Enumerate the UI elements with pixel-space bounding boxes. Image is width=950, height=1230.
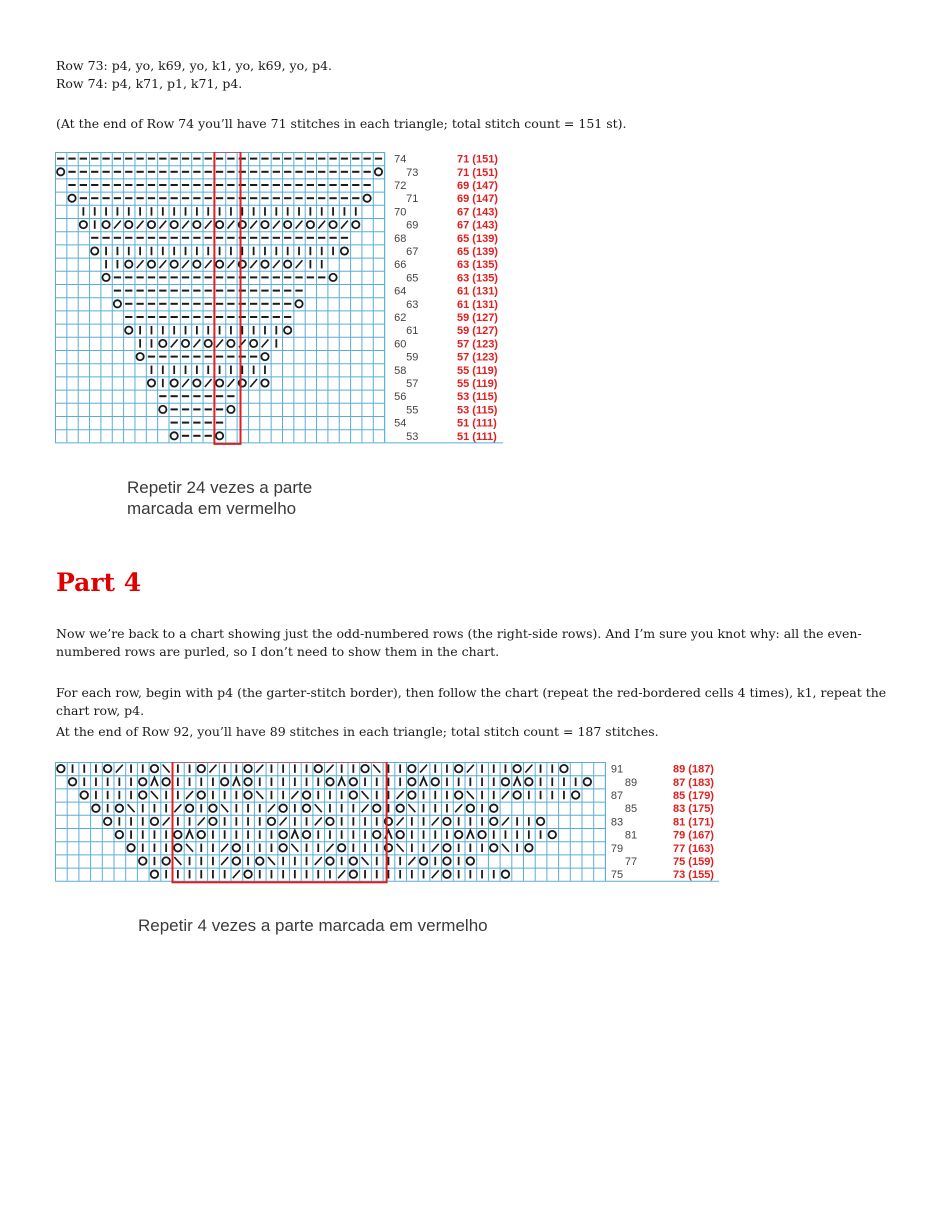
yarn-over-symbol — [326, 818, 333, 825]
yarn-over-symbol — [338, 844, 345, 851]
row-number: 65 — [406, 272, 419, 285]
stitch-count: 57 (123) — [457, 351, 498, 364]
yarn-over-symbol — [186, 804, 193, 811]
yarn-over-symbol — [284, 327, 291, 334]
yarn-over-symbol — [341, 247, 348, 254]
ssk-symbol — [268, 857, 275, 865]
stitch-count: 51 (111) — [457, 430, 497, 443]
k2tog-symbol — [221, 857, 228, 865]
k2tog-symbol — [159, 221, 166, 229]
yarn-over-symbol — [104, 818, 111, 825]
row-number: 69 — [406, 219, 419, 232]
stitch-count: 59 (127) — [457, 325, 498, 338]
yarn-over-symbol — [363, 195, 370, 202]
k2tog-symbol — [455, 804, 462, 812]
k2tog-symbol — [315, 857, 322, 865]
double-decrease-symbol — [151, 778, 158, 786]
k2tog-symbol — [256, 765, 263, 773]
ssk-symbol — [362, 857, 369, 865]
yarn-over-symbol — [198, 791, 205, 798]
row-number: 58 — [394, 364, 407, 377]
stitch-count: 67 (143) — [457, 206, 498, 219]
row-number: 73 — [406, 166, 419, 179]
ssk-symbol — [151, 791, 158, 799]
yarn-over-symbol — [279, 844, 286, 851]
yarn-over-symbol — [261, 221, 268, 228]
chart-1-caption-line-2: marcada em vermelho — [127, 499, 297, 518]
stitch-count: 63 (135) — [457, 259, 498, 272]
yarn-over-symbol — [261, 353, 268, 360]
yarn-over-symbol — [303, 831, 310, 838]
row-number: 54 — [394, 417, 407, 430]
k2tog-symbol — [432, 870, 439, 878]
k2tog-symbol — [341, 221, 348, 229]
stitch-count: 89 (187) — [673, 763, 714, 776]
chart-2-caption: Repetir 4 vezes a parte marcada em vermelho — [138, 916, 488, 935]
yarn-over-symbol — [171, 432, 178, 439]
row-number: 71 — [406, 193, 419, 206]
yarn-over-symbol — [151, 765, 158, 772]
yarn-over-symbol — [549, 831, 556, 838]
ssk-symbol — [128, 804, 135, 812]
yarn-over-symbol — [303, 804, 310, 811]
yarn-over-symbol — [139, 778, 146, 785]
ssk-symbol — [291, 844, 298, 852]
ssk-symbol — [397, 844, 404, 852]
yarn-over-symbol — [81, 791, 88, 798]
ssk-symbol — [174, 857, 181, 865]
k2tog-symbol — [525, 765, 532, 773]
k2tog-symbol — [408, 857, 415, 865]
row-number: 85 — [624, 803, 638, 816]
double-decrease-symbol — [467, 830, 474, 838]
yarn-over-symbol — [244, 870, 251, 877]
yarn-over-symbol — [350, 778, 357, 785]
stitch-count: 77 (163) — [673, 842, 714, 855]
k2tog-symbol — [205, 379, 212, 387]
row-number: 59 — [406, 351, 419, 364]
yarn-over-symbol — [136, 353, 143, 360]
row-number: 75 — [610, 869, 624, 882]
yarn-over-symbol — [350, 857, 357, 864]
row-number: 72 — [394, 180, 407, 192]
stitch-count: 57 (123) — [457, 338, 498, 351]
stitch-count-note: (At the end of Row 74 you’ll have 71 stitches in each triangle; total stitch count = 151 st). — [56, 116, 627, 131]
yarn-over-symbol — [209, 818, 216, 825]
k2tog-symbol — [182, 379, 189, 387]
yarn-over-symbol — [209, 804, 216, 811]
yarn-over-symbol — [139, 791, 146, 798]
yarn-over-symbol — [216, 379, 223, 386]
yarn-over-symbol — [408, 778, 415, 785]
k2tog-symbol — [397, 791, 404, 799]
row-number: 81 — [624, 829, 638, 842]
yarn-over-symbol — [162, 778, 169, 785]
k2tog-symbol — [338, 870, 345, 878]
yarn-over-symbol — [104, 765, 111, 772]
yarn-over-symbol — [256, 857, 263, 864]
yarn-over-symbol — [69, 778, 76, 785]
stitch-count: 55 (119) — [457, 364, 498, 377]
k2tog-symbol — [209, 765, 216, 773]
k2tog-symbol — [186, 791, 193, 799]
yarn-over-symbol — [525, 778, 532, 785]
yarn-over-symbol — [490, 804, 497, 811]
row-number: 64 — [394, 285, 407, 298]
yarn-over-symbol — [162, 857, 169, 864]
double-decrease-symbol — [186, 830, 193, 838]
yarn-over-symbol — [375, 168, 382, 175]
k2tog-symbol — [228, 221, 235, 229]
yarn-over-symbol — [57, 765, 64, 772]
stitch-count: 61 (131) — [457, 285, 498, 298]
yarn-over-symbol — [467, 804, 474, 811]
yarn-over-symbol — [307, 221, 314, 228]
yarn-over-symbol — [193, 379, 200, 386]
yarn-over-symbol — [560, 765, 567, 772]
k2tog-symbol — [174, 804, 181, 812]
yarn-over-symbol — [148, 221, 155, 228]
ssk-symbol — [408, 804, 415, 812]
row-number: 77 — [624, 856, 638, 868]
part-4-paragraph-2: For each row, begin with p4 (the garter-stitch border), then follow the chart (repeat the red-bordered cells 4 times), k1, repeat the chart row, p4. — [56, 685, 887, 718]
row-number: 83 — [610, 816, 624, 829]
yarn-over-symbol — [513, 765, 520, 772]
yarn-over-symbol — [502, 870, 509, 877]
ssk-symbol — [315, 804, 322, 812]
k2tog-symbol — [233, 870, 240, 878]
ssk-symbol — [362, 791, 369, 799]
yarn-over-symbol — [443, 857, 450, 864]
row-number: 62 — [394, 312, 407, 324]
stitch-count: 65 (139) — [457, 246, 498, 258]
yarn-over-symbol — [92, 804, 99, 811]
double-decrease-symbol — [233, 778, 240, 786]
yarn-over-symbol — [443, 844, 450, 851]
yarn-over-symbol — [326, 778, 333, 785]
k2tog-symbol — [291, 791, 298, 799]
k2tog-symbol — [296, 260, 303, 268]
ssk-symbol — [221, 804, 228, 812]
k2tog-symbol — [182, 221, 189, 229]
row-number: 66 — [394, 259, 407, 272]
stitch-count: 63 (135) — [457, 272, 498, 285]
stitch-count: 73 (155) — [673, 869, 714, 882]
yarn-over-symbol — [198, 765, 205, 772]
ssk-symbol — [373, 765, 380, 773]
k2tog-symbol — [205, 260, 212, 268]
yarn-over-symbol — [221, 778, 228, 785]
stitch-count: 87 (183) — [673, 776, 714, 789]
yarn-over-symbol — [233, 857, 240, 864]
yarn-over-symbol — [443, 870, 450, 877]
k2tog-symbol — [296, 221, 303, 229]
part-4-heading: Part 4 — [56, 568, 142, 597]
yarn-over-symbol — [284, 221, 291, 228]
row-number: 56 — [394, 391, 407, 404]
stitch-count: 85 (179) — [673, 790, 714, 802]
row-number: 89 — [624, 776, 638, 789]
yarn-over-symbol — [139, 857, 146, 864]
row-number: 74 — [394, 153, 407, 166]
stitch-count: 69 (147) — [457, 193, 498, 206]
yarn-over-symbol — [513, 791, 520, 798]
k2tog-symbol — [326, 765, 333, 773]
yarn-over-symbol — [127, 844, 134, 851]
yarn-over-symbol — [193, 221, 200, 228]
yarn-over-symbol — [174, 831, 181, 838]
stitch-count: 53 (115) — [457, 404, 498, 417]
k2tog-symbol — [250, 379, 257, 387]
yarn-over-symbol — [171, 221, 178, 228]
yarn-over-symbol — [227, 406, 234, 413]
k2tog-symbol — [280, 817, 287, 825]
yarn-over-symbol — [159, 340, 166, 347]
yarn-over-symbol — [432, 778, 439, 785]
k2tog-symbol — [114, 221, 121, 229]
k2tog-symbol — [193, 339, 200, 347]
k2tog-symbol — [326, 844, 333, 852]
k2tog-symbol — [216, 339, 223, 347]
yarn-over-symbol — [455, 831, 462, 838]
yarn-over-symbol — [116, 804, 123, 811]
yarn-over-symbol — [216, 221, 223, 228]
k2tog-symbol — [273, 221, 280, 229]
lace-chart-rows-75-91 — [55, 762, 725, 912]
yarn-over-symbol — [420, 857, 427, 864]
yarn-over-symbol — [244, 791, 251, 798]
yarn-over-symbol — [205, 340, 212, 347]
yarn-over-symbol — [114, 300, 121, 307]
k2tog-symbol — [432, 844, 439, 852]
yarn-over-symbol — [216, 432, 223, 439]
stitch-count: 67 (143) — [457, 219, 498, 232]
k2tog-symbol — [228, 379, 235, 387]
ssk-symbol — [502, 844, 509, 852]
k2tog-symbol — [228, 260, 235, 268]
row-number: 63 — [406, 298, 419, 311]
yarn-over-symbol — [125, 221, 132, 228]
k2tog-symbol — [262, 339, 269, 347]
yarn-over-symbol — [396, 831, 403, 838]
yarn-over-symbol — [159, 406, 166, 413]
row-number: 61 — [406, 325, 419, 338]
k2tog-symbol — [420, 765, 427, 773]
stitch-count: 75 (159) — [673, 856, 714, 868]
yarn-over-symbol — [57, 168, 64, 175]
yarn-over-symbol — [125, 327, 132, 334]
yarn-over-symbol — [350, 870, 357, 877]
yarn-over-symbol — [584, 778, 591, 785]
row-74-instruction: Row 74: p4, k71, p1, k71, p4. — [56, 76, 243, 91]
yarn-over-symbol — [303, 791, 310, 798]
k2tog-symbol — [182, 260, 189, 268]
yarn-over-symbol — [148, 261, 155, 268]
yarn-over-symbol — [216, 261, 223, 268]
stitch-count: 71 (151) — [457, 153, 498, 166]
yarn-over-symbol — [244, 778, 251, 785]
stitch-count: 69 (147) — [457, 180, 498, 192]
row-number: 87 — [610, 790, 624, 802]
k2tog-symbol — [159, 260, 166, 268]
yarn-over-symbol — [408, 791, 415, 798]
double-decrease-symbol — [338, 778, 345, 786]
stitch-count: 81 (171) — [673, 816, 714, 829]
ssk-symbol — [186, 844, 193, 852]
stitch-count: 71 (151) — [457, 166, 498, 179]
yarn-over-symbol — [329, 274, 336, 281]
yarn-over-symbol — [490, 844, 497, 851]
k2tog-symbol — [315, 817, 322, 825]
row-number: 53 — [406, 430, 419, 443]
yarn-over-symbol — [279, 804, 286, 811]
k2tog-symbol — [432, 817, 439, 825]
stitch-count: 55 (119) — [457, 378, 498, 390]
yarn-over-symbol — [455, 791, 462, 798]
stitch-count: 83 (175) — [673, 803, 714, 816]
yarn-over-symbol — [102, 274, 109, 281]
row-73-instruction: Row 73: p4, yo, k69, yo, k1, yo, k69, yo, p4. — [56, 58, 332, 73]
yarn-over-symbol — [91, 247, 98, 254]
double-decrease-symbol — [291, 830, 298, 838]
yarn-over-symbol — [151, 870, 158, 877]
yarn-over-symbol — [502, 778, 509, 785]
stitch-count: 65 (139) — [457, 232, 498, 245]
ssk-symbol — [256, 791, 263, 799]
yarn-over-symbol — [443, 818, 450, 825]
yarn-over-symbol — [373, 804, 380, 811]
k2tog-symbol — [502, 817, 509, 825]
stitch-count: 59 (127) — [457, 312, 498, 324]
k2tog-symbol — [137, 221, 144, 229]
k2tog-symbol — [116, 765, 123, 773]
k2tog-symbol — [397, 817, 404, 825]
yarn-over-symbol — [171, 379, 178, 386]
k2tog-symbol — [137, 260, 144, 268]
ssk-symbol — [467, 791, 474, 799]
yarn-over-symbol — [198, 831, 205, 838]
yarn-over-symbol — [80, 221, 87, 228]
yarn-over-symbol — [182, 340, 189, 347]
k2tog-symbol — [250, 260, 257, 268]
yarn-over-symbol — [261, 379, 268, 386]
yarn-over-symbol — [279, 831, 286, 838]
chart-1-caption-line-1: Repetir 24 vezes a parte — [127, 478, 313, 497]
yarn-over-symbol — [329, 221, 336, 228]
yarn-over-symbol — [244, 765, 251, 772]
yarn-over-symbol — [261, 261, 268, 268]
yarn-over-symbol — [148, 379, 155, 386]
yarn-over-symbol — [268, 818, 275, 825]
yarn-over-symbol — [537, 818, 544, 825]
yarn-over-symbol — [250, 340, 257, 347]
k2tog-symbol — [205, 221, 212, 229]
k2tog-symbol — [268, 804, 275, 812]
yarn-over-symbol — [171, 261, 178, 268]
yarn-over-symbol — [326, 857, 333, 864]
k2tog-symbol — [221, 844, 228, 852]
stitch-count: 51 (111) — [457, 417, 497, 430]
part-4-paragraph-3: At the end of Row 92, you’ll have 89 stitches in each triangle; total stitch count = 187 stitches. — [56, 724, 659, 739]
part-4-paragraph-1: Now we’re back to a chart showing just the odd-numbered rows (the right-side rows). And I’m sure you knot why: all the even-numbered rows are purled, so I don’t need to show them in the chart. — [56, 626, 862, 659]
stitch-count: 53 (115) — [457, 391, 498, 404]
yarn-over-symbol — [193, 261, 200, 268]
k2tog-symbol — [171, 339, 178, 347]
lace-chart-rows-53-74 — [55, 152, 505, 462]
yarn-over-symbol — [68, 195, 75, 202]
k2tog-symbol — [467, 765, 474, 773]
row-number: 55 — [406, 404, 419, 417]
yarn-over-symbol — [102, 221, 109, 228]
yarn-over-symbol — [315, 765, 322, 772]
k2tog-symbol — [198, 817, 205, 825]
k2tog-symbol — [273, 260, 280, 268]
yarn-over-symbol — [350, 791, 357, 798]
k2tog-symbol — [163, 817, 170, 825]
yarn-over-symbol — [352, 221, 359, 228]
yarn-over-symbol — [116, 831, 123, 838]
yarn-over-symbol — [284, 261, 291, 268]
yarn-over-symbol — [467, 857, 474, 864]
row-number: 60 — [394, 338, 407, 351]
row-number: 57 — [406, 378, 419, 390]
row-number: 67 — [406, 246, 419, 258]
yarn-over-symbol — [361, 765, 368, 772]
stitch-count: 79 (167) — [673, 829, 714, 842]
row-number: 68 — [394, 232, 407, 245]
row-number: 91 — [610, 763, 624, 776]
yarn-over-symbol — [572, 791, 579, 798]
yarn-over-symbol — [490, 818, 497, 825]
k2tog-symbol — [362, 804, 369, 812]
k2tog-symbol — [250, 221, 257, 229]
yarn-over-symbol — [174, 844, 181, 851]
k2tog-symbol — [318, 221, 325, 229]
yarn-over-symbol — [227, 340, 234, 347]
k2tog-symbol — [502, 791, 509, 799]
yarn-over-symbol — [125, 261, 132, 268]
yarn-over-symbol — [373, 831, 380, 838]
stitch-count: 61 (131) — [457, 298, 498, 311]
yarn-over-symbol — [408, 765, 415, 772]
yarn-over-symbol — [233, 844, 240, 851]
yarn-over-symbol — [396, 804, 403, 811]
double-decrease-symbol — [514, 778, 521, 786]
yarn-over-symbol — [455, 765, 462, 772]
yarn-over-symbol — [525, 844, 532, 851]
yarn-over-symbol — [478, 831, 485, 838]
row-number: 79 — [610, 842, 624, 855]
yarn-over-symbol — [295, 300, 302, 307]
double-decrease-symbol — [420, 778, 427, 786]
yarn-over-symbol — [151, 818, 158, 825]
ssk-symbol — [163, 765, 170, 773]
row-number: 70 — [394, 206, 407, 219]
